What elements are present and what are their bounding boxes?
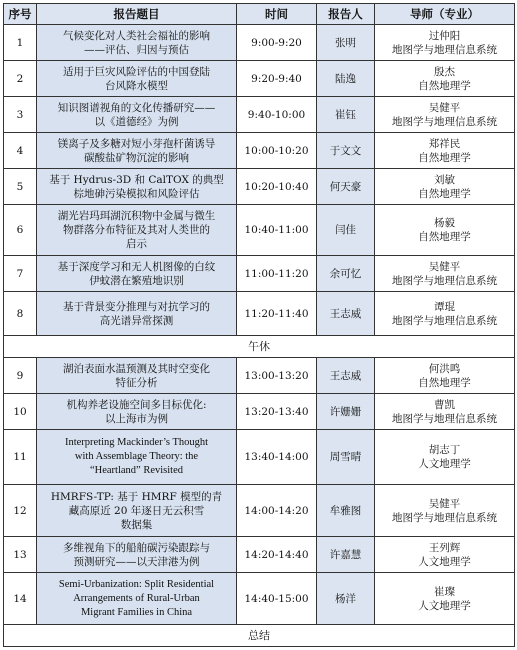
advisor-name: 杨毅 [434,217,455,229]
table-row [4,205,515,256]
advisor-major: 人文地理学 [418,599,471,612]
time-slot: 11:20-11:40 [237,292,317,336]
advisor-major: 自然地理学 [418,231,471,243]
advisor [375,573,515,625]
row-number: 12 [4,485,37,537]
row-number: 9 [4,358,37,394]
header-row [4,4,515,25]
advisor-major: 地图学与地理信息系统 [392,43,497,56]
time-slot: 10:40-11:00 [237,205,317,256]
time-slot: 10:20-10:40 [237,169,317,205]
title-line: ——评估、归因与预估 [84,43,189,56]
report-title [37,292,237,336]
reporter-name: 牟雅图 [317,485,375,537]
row-number: 8 [4,292,37,336]
noon-break: 午休 [4,336,515,358]
title-line: 知识图谱视角的文化传播研究—— [57,101,216,114]
advisor-name: 过仲阳 [428,29,461,42]
title-line: “Heartland” Revisited [89,465,183,476]
advisor [375,292,515,336]
title-line: 预测研究——以天津港为例 [73,555,200,568]
row-number: 5 [4,169,37,205]
title-line: Semi-Urbanization: Split Residential [58,578,215,590]
row-number: 6 [4,205,37,256]
row-number: 14 [4,573,37,625]
advisor [375,358,515,394]
report-title [37,169,237,205]
advisor-name: 刘敏 [434,173,455,186]
advisor-name: 吴健平 [428,260,461,273]
advisor [375,133,515,169]
advisor-name: 崔璨 [434,585,455,598]
title-line: 气候变化对人类社会福祉的影响 [63,29,210,42]
title-line: 台风降水模型 [105,79,168,92]
table-row [4,256,515,292]
title-line: 适用于巨灾风险评估的中国登陆 [63,65,210,78]
row-number: 1 [4,25,37,61]
report-title [37,394,237,430]
time-slot: 9:40-10:00 [237,97,317,133]
row-number: 7 [4,256,37,292]
report-title [37,537,237,573]
col-header-time: 时间 [237,4,317,25]
advisor [375,97,515,133]
advisor-major: 人文地理学 [418,458,471,470]
table-row [4,97,515,133]
advisor [375,485,515,537]
time-slot: 14:40-15:00 [237,573,317,625]
row-number: 13 [4,537,37,573]
title-line: 以上海市为例 [105,412,168,425]
time-slot: 10:00-10:20 [237,133,317,169]
title-line: 基于背景变分推理与对抗学习的 [63,300,210,313]
table-row [4,25,515,61]
title-line: 以《道德经》为例 [94,115,179,128]
advisor-major: 地图学与地理信息系统 [392,511,497,524]
title-line: 基于深度学习和无人机图像的白纹 [57,260,216,273]
reporter-name: 杨洋 [317,573,375,625]
reporter-name: 崔钰 [317,97,375,133]
advisor-name: 谭琨 [434,300,455,313]
advisor-name: 胡志丁 [428,444,461,456]
time-slot: 9:20-9:40 [237,61,317,97]
title-line: 特征分析 [115,376,158,389]
table-row [4,292,515,336]
title-line: 高光谱异常探测 [99,314,174,327]
advisor [375,25,515,61]
report-title [37,133,237,169]
advisor-major: 地图学与地理信息系统 [392,115,497,128]
report-title [37,205,237,256]
advisor-name: 何洪鸣 [428,362,461,375]
report-title [37,573,237,625]
advisor [375,537,515,573]
advisor-major: 自然地理学 [418,187,471,200]
reporter-name: 于文文 [317,133,375,169]
advisor-major: 地图学与地理信息系统 [392,412,497,425]
row-number: 11 [4,430,37,485]
row-number: 3 [4,97,37,133]
title-line: 湖泊表面水温预测及其时空变化 [63,362,210,375]
table-row [4,537,515,573]
title-line: Interpreting Mackinder’s Thought [64,437,209,448]
table-row [4,358,515,394]
advisor-name: 曹凯 [434,398,455,411]
reporter-name: 王志威 [317,292,375,336]
table-row [4,169,515,205]
schedule-table [3,3,515,647]
report-title [37,256,237,292]
report-title [37,485,237,537]
title-line: 物群落分布特征及其对人类世的 [63,224,210,236]
reporter-name: 张明 [317,25,375,61]
advisor-major: 人文地理学 [418,555,471,568]
title-line: Migrant Families in China [80,606,193,618]
title-line: 湖光岩玛珥湖沉积物中金属与微生 [57,210,216,222]
title-line: 伊蚊潜在繁殖地识别 [89,274,184,287]
advisor [375,394,515,430]
col-header-no: 序号 [4,4,37,25]
time-slot: 14:00-14:20 [237,485,317,537]
title-line: 多维视角下的船舶碳污染跟踪与 [63,541,210,554]
report-title [37,61,237,97]
title-line: 镁离子及多糖对短小芽孢杆菌诱导 [57,137,216,150]
report-title [37,358,237,394]
title-line: 藏高原近 20 年逐日无云积雪 [68,504,205,517]
time-slot: 11:00-11:20 [237,256,317,292]
reporter-name: 余可忆 [317,256,375,292]
time-slot: 13:40-14:00 [237,430,317,485]
advisor [375,61,515,97]
table-row [4,394,515,430]
advisor-name: 郑祥民 [428,137,461,150]
reporter-name: 周雪晴 [317,430,375,485]
title-line: 数据集 [120,518,153,531]
advisor-name: 吴健平 [428,497,461,510]
advisor-name: 吴健平 [428,101,461,114]
table-row [4,61,515,97]
reporter-name: 许姗姗 [317,394,375,430]
col-header-title: 报告题目 [37,4,237,25]
title-line: 基于 Hydrus-3D 和 CalTOX 的典型 [49,173,224,186]
reporter-name: 陆逸 [317,61,375,97]
table-row [4,485,515,537]
table-row [4,133,515,169]
advisor-major: 自然地理学 [418,151,471,164]
report-title [37,430,237,485]
row-number: 10 [4,394,37,430]
reporter-name: 何天豪 [317,169,375,205]
report-title [37,97,237,133]
table-row [4,573,515,625]
col-header-reporter: 报告人 [317,4,375,25]
advisor-major: 自然地理学 [418,79,471,92]
advisor [375,169,515,205]
title-line: HMRFS-TP: 基于 HMRF 模型的青 [50,490,223,503]
advisor-major: 地图学与地理信息系统 [392,314,497,327]
advisor [375,430,515,485]
advisor-name: 殷杰 [434,65,455,78]
title-line: 棕地砷污染模拟和风险评估 [73,187,200,200]
reporter-name: 闫佳 [317,205,375,256]
time-slot: 13:00-13:20 [237,358,317,394]
reporter-name: 许嘉慧 [317,537,375,573]
time-slot: 9:00-9:20 [237,25,317,61]
col-header-advisor: 导师（专业） [375,4,515,25]
title-line: 机构养老设施空间多目标优化: [66,398,207,411]
time-slot: 14:20-14:40 [237,537,317,573]
report-title [37,25,237,61]
advisor-name: 王列辉 [428,541,461,554]
time-slot: 13:20-13:40 [237,394,317,430]
summary-row [4,625,515,647]
reporter-name: 王志威 [317,358,375,394]
table-row [4,430,515,485]
noon-break-row [4,336,515,358]
title-line: Arrangements of Rural-Urban [73,592,200,604]
row-number: 4 [4,133,37,169]
advisor-major: 地图学与地理信息系统 [392,274,497,287]
advisor-major: 自然地理学 [418,376,471,389]
title-line: 启示 [126,238,147,250]
row-number: 2 [4,61,37,97]
title-line: 碳酸盐矿物沉淀的影响 [84,151,189,164]
title-line: with Assemblage Theory: the [74,451,199,462]
summary: 总结 [4,625,515,647]
advisor [375,205,515,256]
advisor [375,256,515,292]
